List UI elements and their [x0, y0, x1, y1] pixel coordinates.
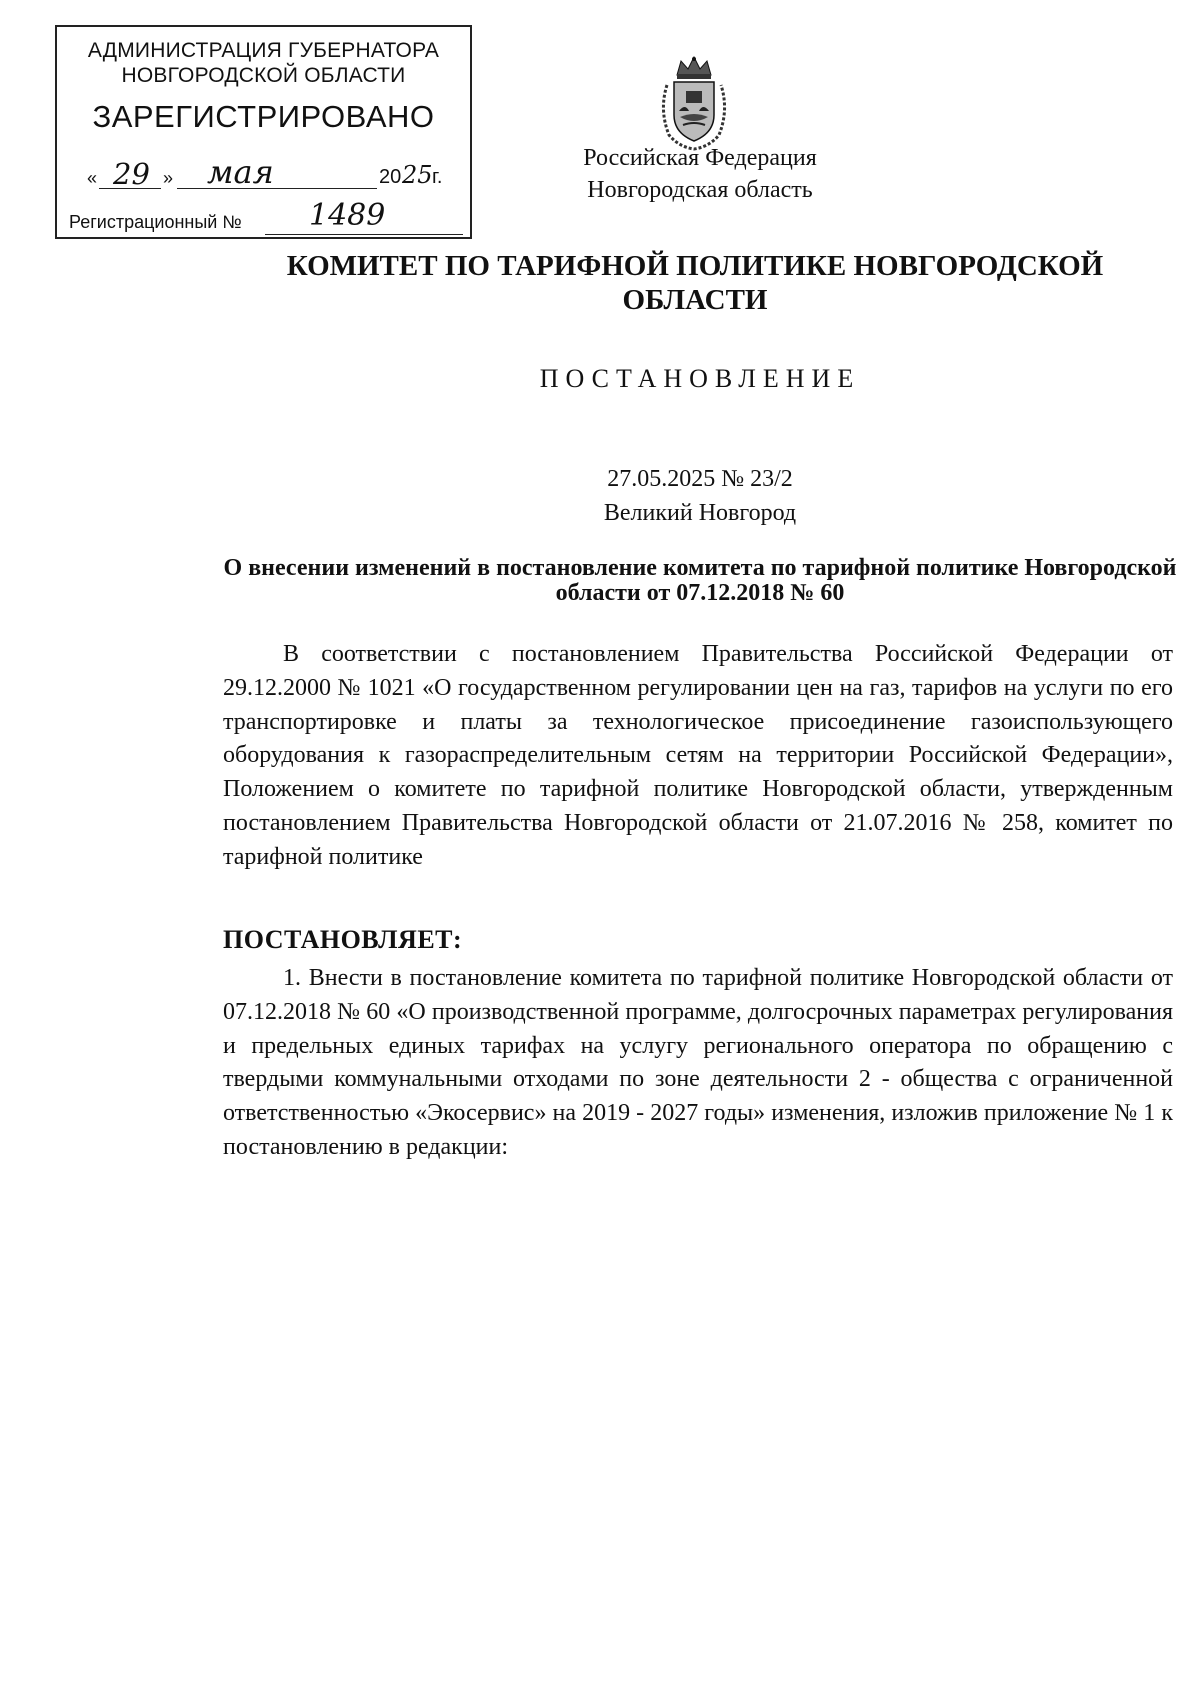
- document-type: ПОСТАНОВЛЕНИЕ: [539, 364, 861, 393]
- stamp-day-handwritten: 29: [113, 157, 150, 191]
- document-date-number: 27.05.2025 № 23/2: [607, 466, 793, 492]
- stamp-reg-number-handwritten: 1489: [309, 198, 386, 233]
- region-name: Новгородская область: [587, 177, 813, 203]
- novgorod-coat-of-arms-icon: [655, 55, 733, 151]
- stamp-date-line: [87, 155, 457, 195]
- document-subject: О внесении изменений в постановление комитета по тарифной политике Новгородской области от 07.12.2018 № 60: [223, 555, 1177, 606]
- stamp-reg-number-line: [69, 198, 469, 235]
- stamp-year-prefix: 20: [379, 166, 402, 188]
- committee-title: КОМИТЕТ ПО ТАРИФНОЙ ПОЛИТИКЕ НОВГОРОДСКОЙ ОБЛАСТИ: [286, 250, 1104, 316]
- document-city: Великий Новгород: [603, 500, 797, 526]
- stamp-status: ЗАРЕГИСТРИРОВАНО: [92, 99, 435, 134]
- stamp-quote-open: «: [87, 168, 98, 188]
- resolves-heading: ПОСТАНОВЛЯЕТ:: [223, 925, 463, 954]
- stamp-quote-close: »: [163, 168, 174, 188]
- registration-stamp: [55, 25, 472, 239]
- preamble-paragraph: В соответствии с постановлением Правительства Российской Федерации от 29.12.2000 № 1021 «О государственном регулировании цен на газ, тарифов на услуги по его транспортировке и платы за технологическое присоединение газоиспользующего оборудования к газораспределительным сетям на территории Российской Федерации», Положением о комитете по тарифной политике Новгородской области, утвержденным постановлением Правительства Новгородской области от 21.07.2016 № 258, комитет по тарифной политике: [223, 641, 1173, 870]
- stamp-org-line2: НОВГОРОДСКОЙ ОБЛАСТИ: [121, 64, 406, 87]
- stamp-reg-number-underline: [265, 234, 463, 235]
- stamp-reg-number-label: Регистрационный №: [69, 212, 242, 232]
- stamp-year-handwritten: 25: [402, 161, 433, 189]
- stamp-org-line1: АДМИНИСТРАЦИЯ ГУБЕРНАТОРА: [87, 39, 440, 62]
- clause-1-paragraph: 1. Внести в постановление комитета по тарифной политике Новгородской области от 07.12.2018 № 60 «О производственной программе, долгосрочных параметрах регулирования и предельных единых тарифах на услугу регионального оператора по обращению с твердыми коммунальными отходами по зоне деятельности 2 - общества с ограниченной ответственностью «Экосервис» на 2019 - 2027 годы» изменения, изложив приложение № 1 к постановлению в редакции:: [223, 965, 1173, 1160]
- stamp-month-handwritten: мая: [207, 153, 274, 191]
- country-name: Российская Федерация: [583, 145, 817, 171]
- stamp-year-suffix: г.: [432, 166, 443, 188]
